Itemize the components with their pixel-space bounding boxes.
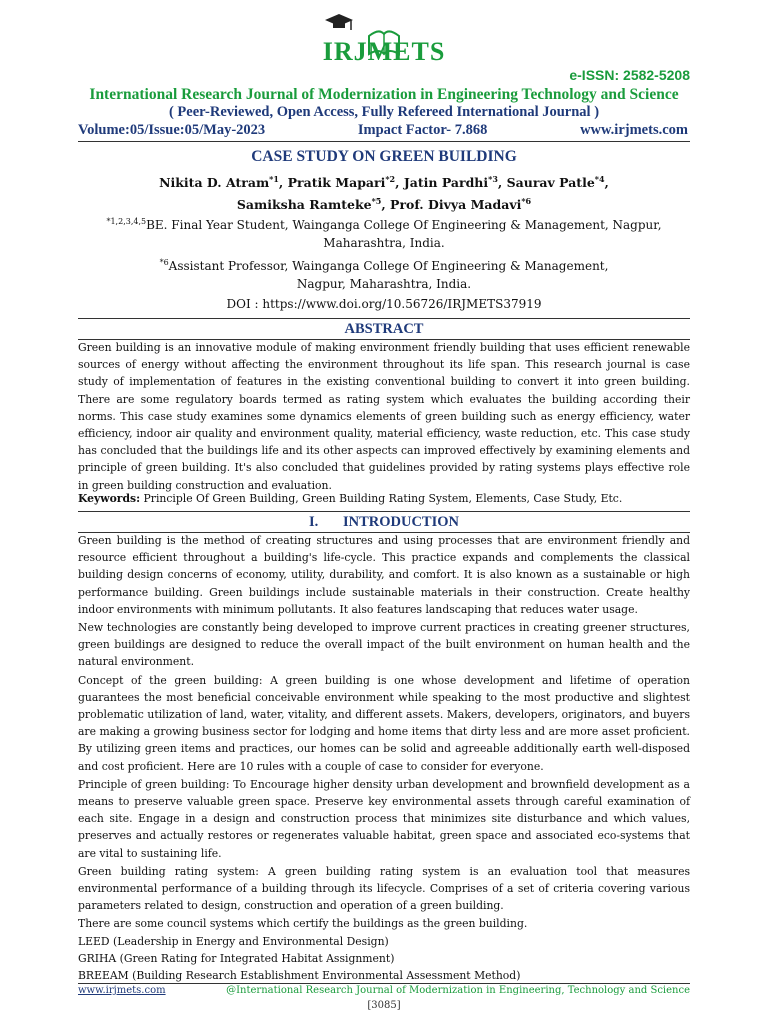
paper-title: CASE STUDY ON GREEN BUILDING xyxy=(251,148,517,165)
author-name: Prof. Divya Madavi xyxy=(390,197,522,213)
author-affiliation-mark: *4 xyxy=(594,174,605,184)
footer-copyright: @International Research Journal of Modernization in Engineering, Technology and Science xyxy=(226,985,690,996)
issue-meta-row xyxy=(78,122,688,139)
impact-factor: Impact Factor- 7.868 xyxy=(357,122,488,138)
volume-issue: Volume:05/Issue:05/May-2023 xyxy=(78,122,266,138)
author-affiliation-mark: *5 xyxy=(371,196,382,206)
author-name: Saurav Patle xyxy=(506,175,595,191)
rating-system-item: GRIHA (Green Rating for Integrated Habitat Assignment) xyxy=(78,951,395,965)
footer-divider xyxy=(78,983,690,984)
footer-website-link[interactable]: www.irjmets.com xyxy=(78,985,166,996)
author-affiliation-mark: *6 xyxy=(521,196,532,206)
affiliation-2-cont: Nagpur, Maharashtra, India. xyxy=(296,277,472,291)
paragraph: Principle of green building: To Encourage higher density urban development and brownfield development as a means to preserve valuable green space. Preserve key environmental assets through careful examination of each site. Engage in a design and construction process that minimizes site disturbance and which values, preserves and actually restores or regenerates valuable habitat, green space and associated eco-systems that are vital to sustaining life. xyxy=(78,777,690,860)
authors-line-1: Nikita D. Atram$^{*1}$, Pratik Mapari$^{*2}$, Jatin Pardhi$^{*3}$, Saurav Patle$^{*4}$, xyxy=(159,174,609,191)
peer-reviewed-note: ( Peer-Reviewed, Open Access, Fully Refereed International Journal ) xyxy=(168,104,600,120)
keywords-label: Keywords: xyxy=(78,492,141,505)
affiliation-2: $^{*6}$Assistant Professor, Wainganga College Of Engineering & Management, xyxy=(159,258,609,273)
abstract-text: Green building is an innovative module of making environment friendly building that uses efficient renewable sources of energy without affecting the environment throughout its life span. This research journal is case study of implementation of features in the existing conventional building to convert it into green building. There are some regulatory boards termed as rating system which evaluates the building according their norms. This case study examines some dynamics elements of green building such as energy efficiency, water efficiency, indoor air quality and environment quality, material efficiency, waste reduction, etc. This case study has concluded that the buildings life and its other aspects can improved effectively by examining elements and principle of green building. It's also concluded that guidelines provided by rating systems plays effective role in green building construction and evaluation. xyxy=(78,341,690,492)
paragraph: There are some council systems which certify the buildings as the green building. xyxy=(78,917,528,931)
journal-website[interactable]: www.irjmets.com xyxy=(580,122,688,138)
author-name: Jatin Pardhi xyxy=(403,175,489,191)
section-title: INTRODUCTION xyxy=(342,514,459,530)
section-number: I. xyxy=(308,514,319,530)
affiliation-1-cont: Maharashtra, India. xyxy=(323,236,445,250)
paragraph: Concept of the green building: A green building is one whose development and lifetime of operation guarantees the most beneficial conceivable environment while speaking to the most productive and slightest problematic utilization of land, water, vitality, and different assets. Makers, developers, originators, and buyers are making a growing business sector for lodging and home items that dirty less and are more asset proficient. By utilizing green items and practices, our homes can be solid and agreeable additionally earth well-disposed and cost proficient. Here are 10 rules with a couple of case to consider for everyone. xyxy=(78,673,690,773)
paragraph: Green building rating system: A green building rating system is an evaluation tool that measures environmental performance of a building through its lifecycle. Comprises of a set of criteria covering various parameters related to design, construction and operation of a green building. xyxy=(78,864,690,913)
author-name: Samiksha Ramteke xyxy=(236,197,372,213)
abstract-heading: ABSTRACT xyxy=(78,318,690,340)
author-affiliation-mark: *1 xyxy=(269,174,279,184)
journal-title: International Research Journal of Modernization in Engineering Technology and Science xyxy=(89,86,679,103)
keywords xyxy=(78,490,690,507)
graduation-cap-icon xyxy=(325,14,353,30)
authors-line-2: Samiksha Ramteke$^{*5}$, Prof. Divya Madavi$^{*6}$ xyxy=(236,196,532,213)
affiliation-1: $^{*1,2,3,4,5}$BE. Final Year Student, Wainganga College Of Engineering & Management, Nagpur, xyxy=(106,217,662,232)
paragraph: New technologies are constantly being developed to improve current practices in creating greener structures, green buildings are designed to reduce the overall impact of the built environment on human health and the natural environment. xyxy=(78,621,690,669)
author-name: Nikita D. Atram xyxy=(159,175,270,191)
rating-system-item: BREEAM (Building Research Establishment Environmental Assessment Method) xyxy=(78,969,521,983)
paragraph: Green building is the method of creating structures and using processes that are environment friendly and resource efficient throughout a building's life-cycle. This practice expands and complements the classical building design concerns of economy, utility, durability, and comfort. It is also known as a sustainable or high performance building. Green buildings include sustainable materials in their construction. Create healthy indoor environments with minimum pollutants. It also features landscaping that reduces water usage. xyxy=(78,534,690,616)
affiliation-mark: *6 xyxy=(159,258,169,267)
header-divider xyxy=(78,141,690,142)
author-name: Pratik Mapari xyxy=(287,175,386,191)
affiliation-mark: *1,2,3,4,5 xyxy=(106,217,147,226)
introduction-heading xyxy=(78,511,690,533)
logo-text: IRJMETS xyxy=(322,37,446,66)
page-number: [3085] xyxy=(367,1000,401,1011)
author-affiliation-mark: *2 xyxy=(385,174,396,184)
keywords-list: Principle Of Green Building, Green Building Rating System, Elements, Case Study, Etc. xyxy=(140,492,623,505)
introduction-body xyxy=(78,532,690,984)
rating-system-item: LEED (Leadership in Energy and Environmental Design) xyxy=(78,934,389,948)
doi-link[interactable]: DOI : https://www.doi.org/10.56726/IRJMETS37919 xyxy=(226,297,542,311)
eissn: e-ISSN: 2582-5208 xyxy=(569,67,690,83)
author-affiliation-mark: *3 xyxy=(488,174,498,184)
journal-logo xyxy=(0,10,768,66)
